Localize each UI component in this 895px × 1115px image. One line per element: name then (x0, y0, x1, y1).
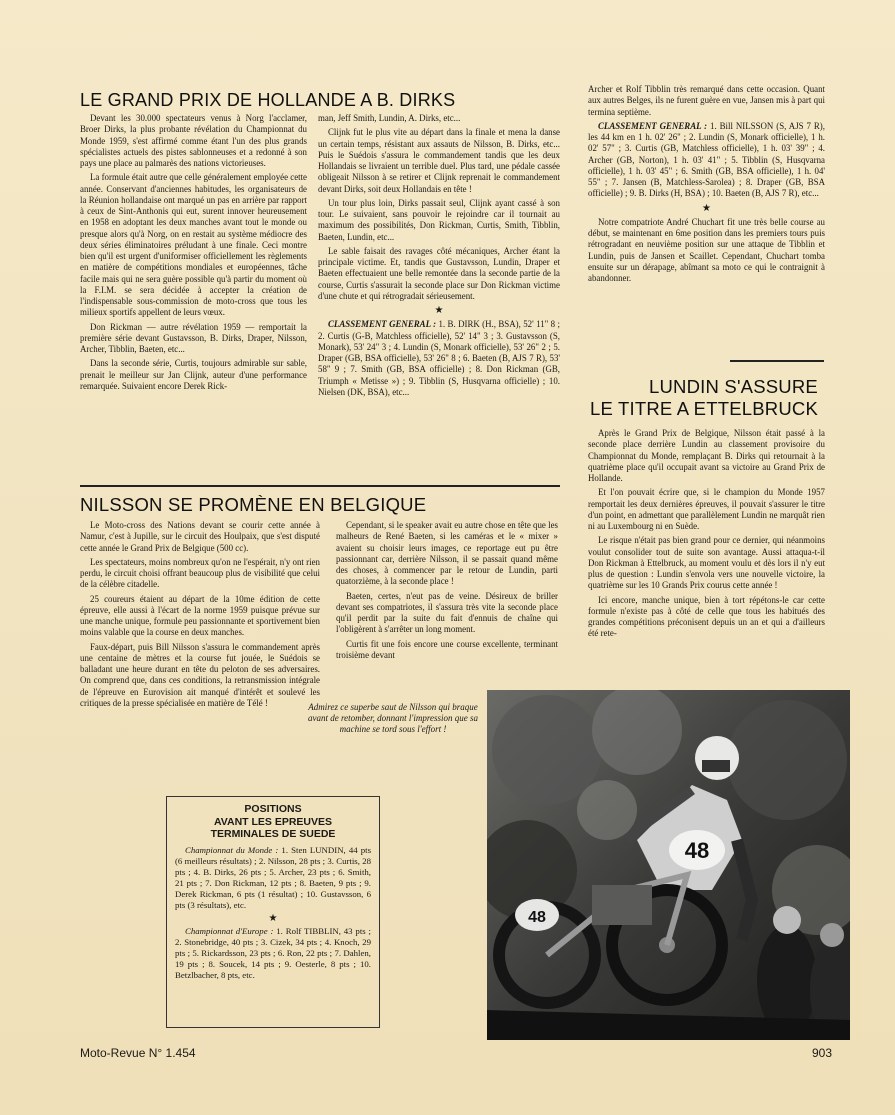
article3-paragraph: Le risque n'était pas bien grand pour ce dernier, qui néanmoins voulut consolider tout de suite son avantage. Aussi attaqua-t-il Don Rickman à Ettelbruck, au moment voulu et dès lors il n'y eut plus de question : Lundin s'envola vers une nouvelle victoire, la quatrième sur les 10 Grands Prix courus cette année ! (588, 535, 825, 591)
article-paragraph: Archer et Rolf Tibblin très remarqué dans cette occasion. Quant aux autres Belges, ils ne furent guère en vue, Jansen mis à part qui termina septième. (588, 84, 825, 117)
star-separator: ★ (268, 912, 278, 924)
article3-paragraph: Et l'on pouvait écrire que, si le champion du Monde 1957 remportait les deux dernières épreuves, il pouvait s'assurer le titre d'un point, en admettant que parallèlement Lundin ne marquât rien ni au Luxembourg ni en Suède. (588, 487, 825, 531)
number-plate-side: 48 (528, 909, 546, 926)
star-separator: ★ (702, 202, 711, 214)
positions-box-title (175, 803, 371, 841)
championnat-monde-label: Championnat du Monde : (185, 844, 279, 855)
article3-paragraph: Ici encore, manche unique, bien à tort répétons-le car cette formule n'existe pas à côté de celle que tous les habitués des grandes compétitions préconisent depuis un an et qui a d'ailleurs été rete- (588, 594, 825, 639)
classement-label: CLASSEMENT GENERAL : (328, 319, 437, 330)
number-plate-front: 48 (684, 838, 710, 863)
article2-column2 (336, 520, 558, 664)
article1-paragraph: Le sable faisait des ravages côté mécaniques, Archer étant la principale victime. Et, tandis que Gustavsson, Lundin, Draper et Baeten effectuaient une belle remontée dans la seconde partie de la course, Curtis s'assurait la seconde place sur Don Rickman victime d'une chute et qui rétrogradait sérieusement. (318, 245, 560, 301)
article1-column3 (588, 84, 825, 287)
article1-paragraph: La formule était autre que celle généralement employée cette année. Conservant d'anciennes habitudes, les organisateurs de la Réunion hollandaise ont marqué un pas en arrière par rapport à ceux de Sint-Anthonis qui eut, surent innover heureusement en 1958 en adoptant les deux manches avant tout le monde ou presque alors qu'à Norg, on en restait au système médiocre des deux séries éliminatoires préludant à une finale. Ceci montre bien qu'il est urgent d'uniformiser officiellement les règlements en matière de compétitions mondiales et européennes, tâche facile mais qui ne sera guère possible qu'à partir du moment où la F.I.M. se sera décidée à accepter la création de l'indispensable sous-commission de moto-cross que tous les milieux sportifs appellent de leurs vœux. (80, 172, 307, 318)
article3-column (588, 428, 825, 643)
article2-paragraph: Faux-départ, puis Bill Nilsson s'assura le commandement après une centaine de mètres et la course fut jouée, le Suédois se balladant une heure durant en tête du peloton de ses adversaires. On comprend que, dans ces conditions, la retransmission intégrale de l'épreuve en Eurovision ait manqué d'intérêt et soulevé les critiques de la presse spécialisée en matière de Télé ! (80, 641, 320, 708)
article3-paragraph: Après le Grand Prix de Belgique, Nilsson était passé à la seconde place derrière Lundin au classement provisoire du Championnat du Monde, remplaçant B. Dirks qui retournait à la quatrième place qu'il occupait avant sa victoire au Grand Prix de Hollande. (588, 428, 825, 483)
classement-text: 1. B. DIRK (H., BSA), 52' 11" 8 ; 2. Curtis (G-B, Matchless officielle), 52' 14" 3 ; 3. Gustavsson (S, Monark), 53' 24" 3 ; 4. Lundin (S, Monark officielle), 53' 26" 2 ; 5. Draper (GB, BSA officielle), 53' 26" 8 ; 6. Baeten (B, AJS 7 R), 53' 58" 9 ; 7. Smith (GB, BSA officielle) ; 8. Don Rickman (GB, Triumph « Metisse ») ; 9. Tibblin (S, Husqvarna officielle) ; 10. Nielsen (DK, BSA), etc... (318, 319, 560, 397)
championnat-europe (175, 926, 371, 981)
footer-magazine (80, 1046, 196, 1060)
article2-paragraph: Le Moto-cross des Nations devant se courir cette année à Namur, c'est à Jupille, sur le circuit des Houlpaix, que s'est disputé cette année le Grand Prix de Belgique (500 cc). (80, 520, 320, 553)
article1-paragraph: Dans la seconde série, Curtis, toujours admirable sur sable, prenait le meilleur sur Jan Clijnk, auteur d'une performance remarquée. Suivaient encore Derek Rick- (80, 358, 307, 391)
motocross-jump-image (487, 690, 850, 1040)
motocross-photo (487, 690, 850, 1040)
headline-grand-prix-hollande: LE GRAND PRIX DE HOLLANDE A B. DIRKS (80, 90, 456, 110)
article2-paragraph: Curtis fit une fois encore une course excellente, terminant troisième devant (336, 638, 558, 660)
magazine-name: Moto-Revue (80, 1046, 146, 1060)
headline-nilsson-belgique: NILSSON SE PROMÈNE EN BELGIQUE (80, 494, 427, 515)
championnat-europe-label: Championnat d'Europe : (185, 925, 274, 936)
section-divider (80, 485, 560, 487)
box-title-line: POSITIONS (244, 803, 302, 815)
photo-caption: Admirez ce superbe saut de Nilsson qui braque avant de retomber, donnant l'impression que sa machine se tord sous l'effort ! (308, 702, 478, 734)
chuchart-paragraph: Notre compatriote André Chuchart fit une très belle course au début, se maintenant en 6me position dans les premiers tours puis rétrogradant en neuvième position sur une attaque de Tibblin et Lundin, puis de Jansen et Scaillet. Cependant, Chuchart tomba ensuite sur un dérapage, abîmant sa moto ce qui le contraignit à abandonner. (588, 216, 825, 283)
headline-lundin-line1: LUNDIN S'ASSURE (649, 376, 818, 397)
classement-text: 1. Bill NILSSON (S, AJS 7 R), les 44 km en 1 h. 02' 26" ; 2. Lundin (S, Monark officielle), 1 h. 02' 57" ; 3. Curtis (GB, Matchless officielle), 1 h. 03' 39" ; 4. Archer (GB, Norton), 1 h. 03' 41" ; 5. Tibblin (S, Husqvarna officielle), 1 h. 03' 45" ; 6. Smith (GB, BSA officielle), 1 h. 04' 55" ; 7. Jansen (B, Matchless-Sarolea) ; 8. Draper (GB, BSA officielle) ; 9. B. Dirks (H, BSA) ; 10. Baeten (B, AJS 7 R), etc... (588, 120, 825, 199)
article1-paragraph: Un tour plus loin, Dirks passait seul, Clijnk ayant cassé à son tour. Le suivaient, sans pouvoir le rejoindre car il tournait au maximum des possibilités, Don Rickman, Curtis, Smith, Tibblin, Baeten, Lundin, etc... (318, 197, 560, 242)
article1-paragraph: man, Jeff Smith, Lundin, A. Dirks, etc... (318, 113, 461, 123)
article2-paragraph: Les spectateurs, moins nombreux qu'on ne l'espérait, n'y ont rien perdu, le circuit choisi offrant beaucoup plus de visibilité que celui de la célèbre citadelle. (80, 556, 320, 590)
classement-general-hollande (318, 319, 560, 398)
article1-column2 (318, 113, 560, 401)
article2-paragraph: Cependant, si le speaker avait eu autre chose en tête que les malheurs de René Baeten, si les caméras et le « mixer » avaient su choisir leurs images, ce reportage eut pu être passionnant car, derrière Nilsson, il se passait quand même des choses, à commencer par le retour de Lundin, parti quatorzième, à la seconde place ! (336, 520, 558, 587)
star-separator: ★ (434, 305, 444, 316)
article2-column1 (80, 520, 320, 712)
championnat-monde-text: 1. Sten LUNDIN, 44 pts (6 meilleurs résultats) ; 2. Nilsson, 28 pts ; 3. Curtis, 28 pts ; 4. B. Dirks, 26 pts ; 5. Archer, 23 pts ; 6. Smith, 21 pts ; 7. Don Rickman, 12 pts ; 8. Baeten, 9 pts ; 9. Derek Rickman, 6 pts (1 résultat) ; 10. Gustavsson, 6 pts (3 résultats), etc. (175, 844, 371, 910)
classement-label: CLASSEMENT GENERAL : (598, 120, 708, 131)
positions-box (166, 796, 380, 1028)
headline-lundin-line2: LE TITRE A ETTELBRUCK (590, 398, 818, 419)
article1-column1 (80, 113, 307, 395)
issue-number: N° 1.454 (148, 1046, 196, 1060)
article1-paragraph: Don Rickman — autre révélation 1959 — remportait la première série devant Gustavsson, B. Dirks, Draper, Nilsson, Archer, Tibblin, Baeten, etc... (80, 321, 307, 354)
box-title-line: AVANT LES EPREUVES (213, 815, 333, 828)
section-divider (730, 360, 824, 362)
championnat-monde (175, 845, 371, 911)
classement-general-belgique (588, 121, 825, 200)
article1-paragraph: Devant les 30.000 spectateurs venus à Norg l'acclamer, Broer Dirks, la plus probante révélation du Championnat du Monde 1959, s'est affirmé comme étant l'un des plus grands spécialistes actuels des pistes sablonneuses et a redonné à son pays une place au palmarès des nations victorieuses. (80, 113, 307, 168)
box-title-line: TERMINALES DE SUEDE (210, 828, 336, 840)
championnat-europe-text: 1. Rolf TIBBLIN, 43 pts ; 2. Stonebridge, 40 pts ; 3. Cizek, 34 pts ; 4. Knoch, 29 pts ; 5. Rickardsson, 23 pts ; 6. Ron, 22 pts ; 7. Dahlen, 19 pts ; 8. Soucek, 14 pts ; 9. Oesterle, 8 pts ; 10. Betzlbacher, 8 pts, etc. (175, 925, 371, 980)
page-number: 903 (812, 1046, 833, 1060)
article2-paragraph: 25 coureurs étaient au départ de la 10me édition de cette épreuve, elle aussi à l'écart de la norme 1959 puisque prévue sur une manche unique, formule peu passionnante et sportivement bien moins valable que la course en deux manches. (80, 593, 320, 638)
article2-paragraph: Baeten, certes, n'eut pas de veine. Désireux de briller devant ses compatriotes, il s'assura très vite la seconde place qu'il perdit par la suite du fait d'ennuis de chaîne qui l'obligèrent à s'arrêter un long moment. (336, 590, 558, 635)
article1-paragraph: Clijnk fut le plus vite au départ dans la finale et mena la danse un certain temps, résistant aux assauts de Nilsson, B. Dirks, etc... Puis le Suédois s'assura le commandement tandis que les deux Hollandais se livraient un terrible duel. Plus tard, une pédale cassée obligeait Nilsson à se retirer et Clijnk reprenait le commandement devant Dirks, soit deux Hollandais en tête ! (318, 127, 560, 194)
